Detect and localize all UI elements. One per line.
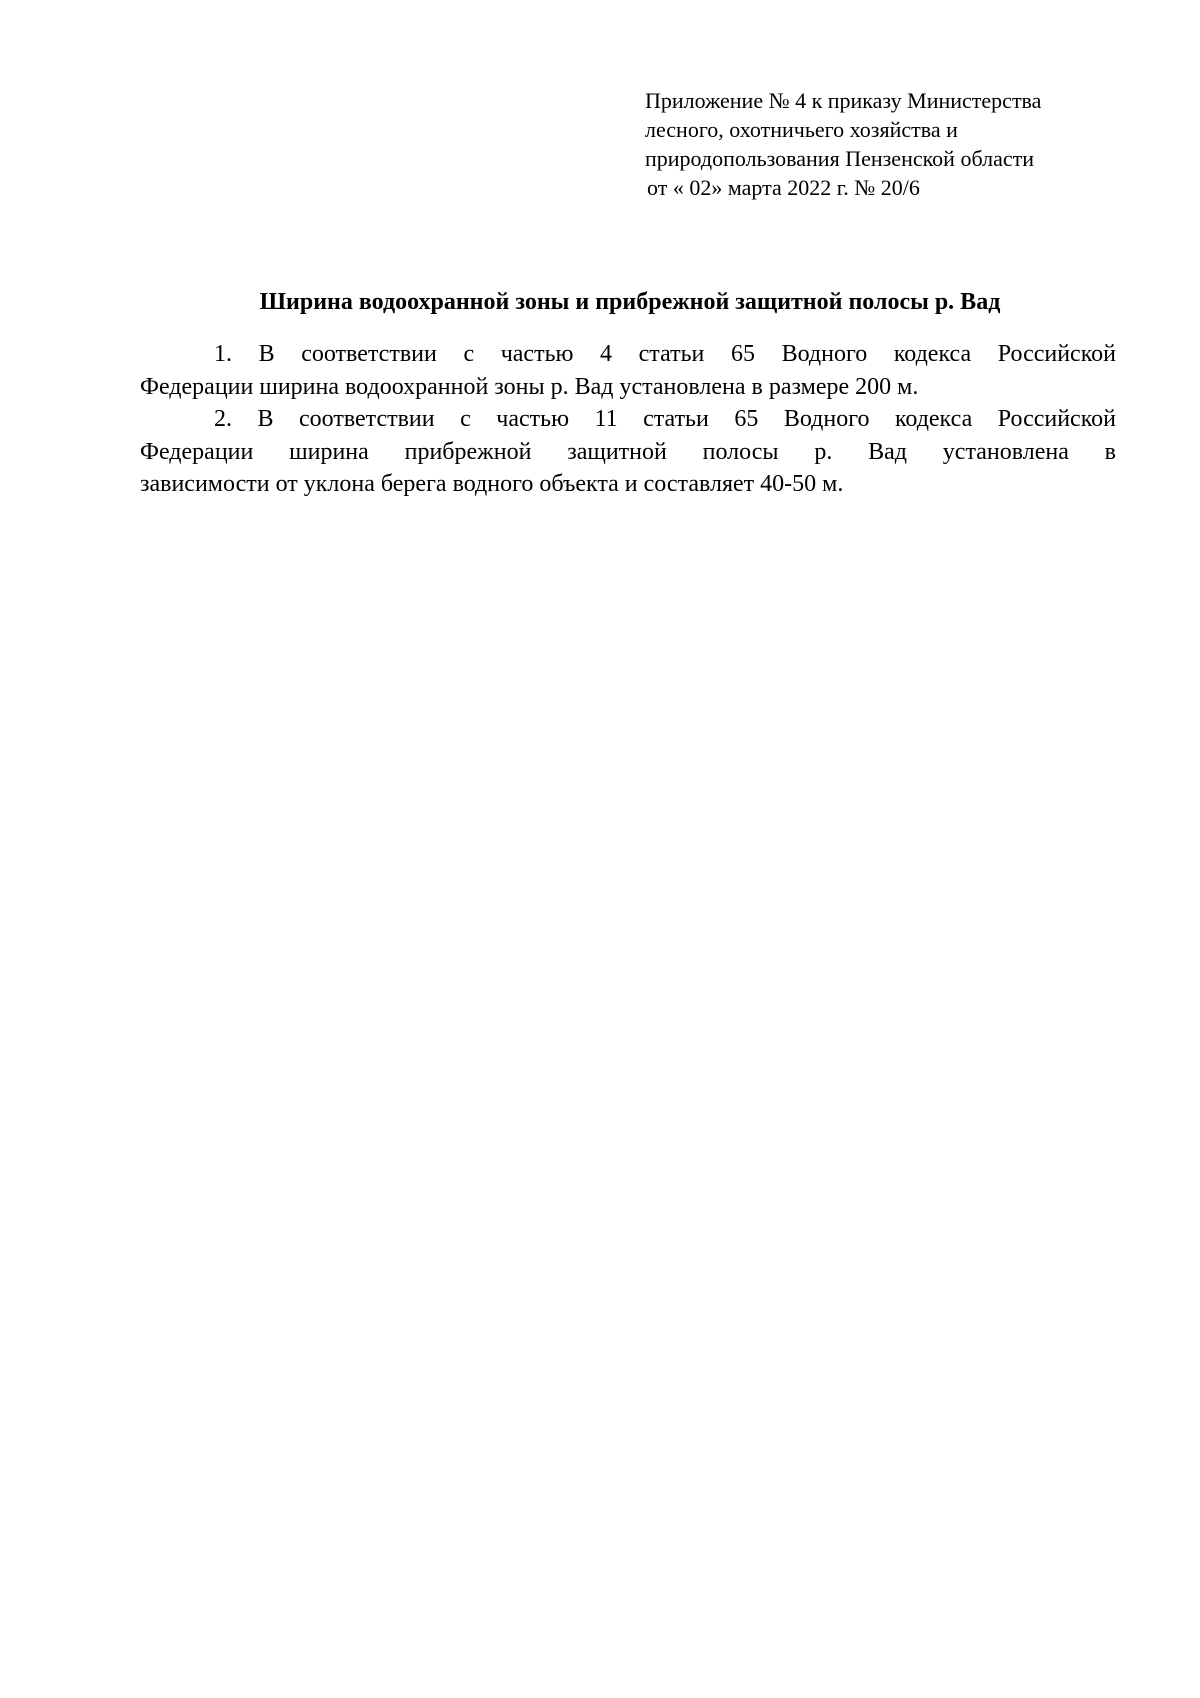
paragraph-line: Федерации ширина водоохранной зоны р. Вад установлена в размере 200 м. (140, 373, 919, 400)
paragraph-line: 1. В соответствии с частью 4 статьи 65 Водного кодекса Российской (214, 341, 1116, 367)
appendix-line: лесного, охотничьего хозяйства и (645, 117, 958, 142)
appendix-line: природопользования Пензенской области (645, 146, 1034, 171)
document-title: Ширина водоохранной зоны и прибрежной защитной полосы р. Вад (259, 289, 1001, 315)
paragraph-1 (140, 338, 1116, 403)
document-body (140, 338, 1116, 501)
appendix-date-line: от « 02» марта 2022 г. № 20/6 (647, 175, 920, 200)
paragraph-2 (140, 403, 1116, 501)
paragraph-line: Федерации ширина прибрежной защитной полосы р. Вад установлена в (140, 438, 1116, 465)
paragraph-line: зависимости от уклона берега водного объекта и составляет 40-50 м. (140, 471, 844, 497)
appendix-line: Приложение № 4 к приказу Министерства (645, 88, 1042, 113)
appendix-note (645, 86, 1105, 202)
paragraph-line: 2. В соответствии с частью 11 статьи 65 Водного кодекса Российской (214, 406, 1116, 432)
